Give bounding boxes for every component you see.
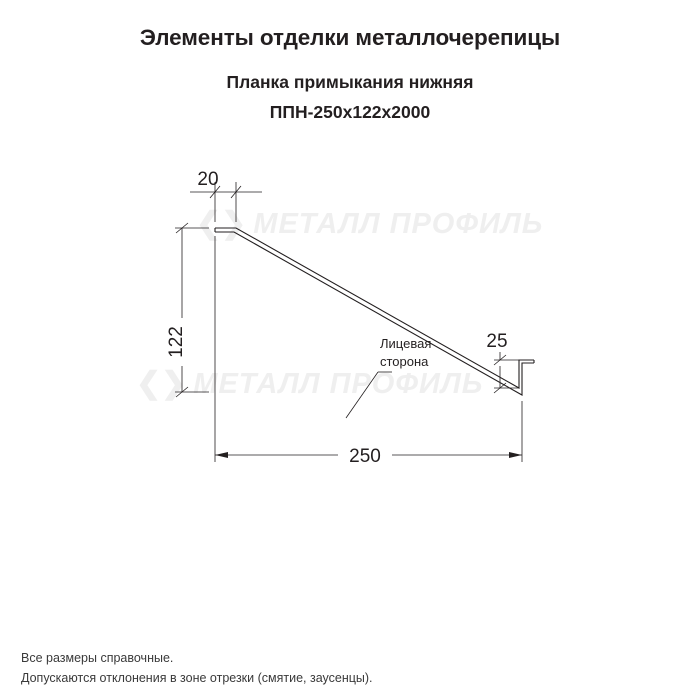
dimension-value-122: 122 — [166, 326, 187, 358]
profile-outer-line — [215, 228, 534, 388]
watermark-mark-icon: ❮❯ — [136, 367, 187, 400]
dimension-value-25: 25 — [486, 331, 508, 352]
profile-drawing-svg — [0, 170, 700, 510]
profile-outline — [215, 228, 534, 395]
page-title: Элементы отделки металлочерепицы — [139, 25, 561, 50]
dimension-value-20: 20 — [197, 170, 219, 190]
profile-inner-line — [215, 232, 534, 395]
face-side-leader — [346, 372, 392, 418]
dimension-height — [175, 223, 209, 397]
dimension-value-250: 250 — [349, 446, 381, 467]
dimension-base-length — [215, 236, 522, 462]
annotation-face-side-line2: сторона — [380, 354, 429, 369]
annotation-face-side-line1: Лицевая — [380, 336, 432, 351]
arrow-left — [215, 452, 228, 458]
header-block — [0, 0, 700, 122]
watermark-text: МЕТАЛЛ ПРОФИЛЬ — [193, 368, 484, 400]
technical-drawing — [0, 170, 700, 510]
footer-notes — [21, 649, 373, 688]
footer-note-2: Допускаются отклонения в зоне отрезки (смятие, заусенцы). — [21, 670, 373, 685]
product-name: Планка примыкания нижняя — [226, 71, 474, 92]
watermark-mark-icon: ❮❯ — [196, 207, 247, 240]
watermark-text: МЕТАЛЛ ПРОФИЛЬ — [253, 208, 544, 240]
leader-line — [346, 372, 378, 418]
arrow-right — [509, 452, 522, 458]
product-code: ППН-250х122х2000 — [269, 102, 431, 122]
footer-note-1: Все размеры справочные. — [21, 651, 174, 666]
